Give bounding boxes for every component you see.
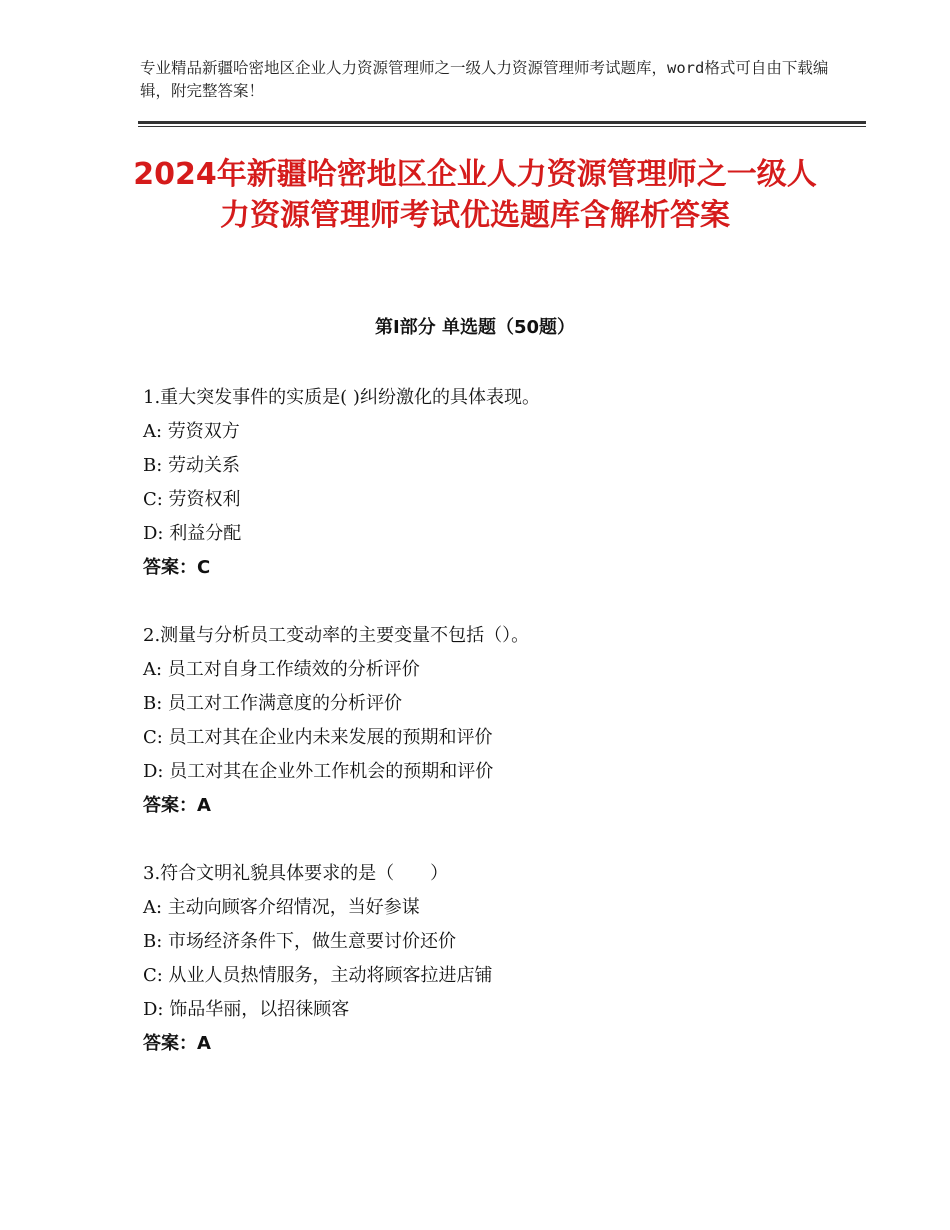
option-a: A: 主动向顾客介绍情况，当好参谋	[143, 897, 420, 918]
answer: 答案：C	[143, 557, 211, 578]
option-d: D: 员工对其在企业外工作机会的预期和评价	[143, 761, 494, 782]
option-c: C: 从业人员热情服务，主动将顾客拉进店铺	[143, 965, 493, 986]
question-2	[143, 619, 863, 823]
answer: 答案：A	[143, 795, 211, 816]
question-stem: 1.重大突发事件的实质是( )纠纷激化的具体表现。	[143, 387, 540, 408]
option-a: A: 员工对自身工作绩效的分析评价	[143, 659, 420, 680]
document-title: 2024年新疆哈密地区企业人力资源管理师之一级人力资源管理师考试优选题库含解析答案	[133, 157, 817, 233]
header-divider-thick	[138, 121, 866, 124]
option-d: D: 利益分配	[143, 523, 242, 544]
option-c: C: 员工对其在企业内未来发展的预期和评价	[143, 727, 493, 748]
option-b: B: 员工对工作满意度的分析评价	[143, 693, 403, 714]
option-c: C: 劳资权利	[143, 489, 241, 510]
question-1	[143, 381, 863, 585]
header-divider-thin	[138, 126, 866, 127]
option-a: A: 劳资双方	[143, 421, 240, 442]
question-3	[143, 857, 863, 1061]
question-stem: 2.测量与分析员工变动率的主要变量不包括（）。	[143, 625, 530, 646]
option-b: B: 市场经济条件下，做生意要讨价还价	[143, 931, 457, 952]
option-d: D: 饰品华丽，以招徕顾客	[143, 999, 350, 1020]
section-heading: 第Ⅰ部分 单选题（50题）	[374, 317, 575, 338]
question-stem: 3.符合文明礼貌具体要求的是（ ）	[143, 863, 449, 884]
answer: 答案：A	[143, 1033, 211, 1054]
header-note: 专业精品新疆哈密地区企业人力资源管理师之一级人力资源管理师考试题库，word格式可自由下载编辑，附完整答案！	[140, 59, 829, 100]
option-b: B: 劳动关系	[143, 455, 241, 476]
